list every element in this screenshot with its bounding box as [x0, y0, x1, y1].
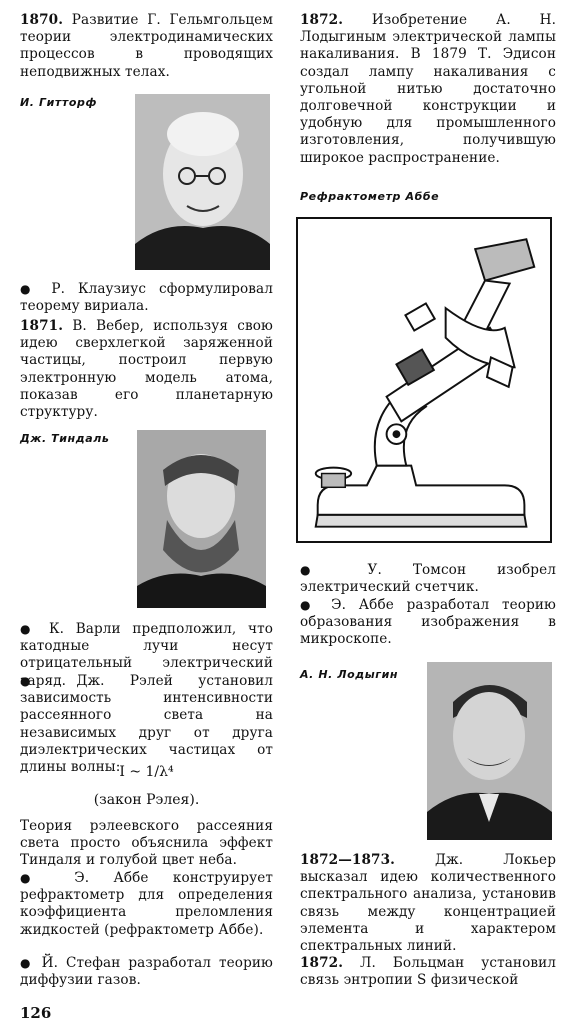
rayleigh-law-label: (закон Рэлея).: [93, 792, 200, 808]
caption-hittorf: И. Гитторф: [20, 96, 98, 109]
entry-text: ● Э. Аббе конструирует рефрактометр для определения коэффициента преломления жидкостей (рефрактометр Аббе).: [20, 870, 273, 938]
entry-text: Л. Больцман установил связь энтропии S физической: [300, 955, 556, 989]
page-number: 126: [20, 1004, 52, 1022]
year-label: 1872.: [300, 955, 344, 971]
caption-tyndall: Дж. Тиндаль: [20, 432, 110, 445]
entry-1872-lodygin: [300, 12, 556, 167]
portrait-hittorf: [135, 94, 270, 270]
entry-clausius: [20, 281, 273, 315]
entry-text: ● К. Варли предположил, что катодные лучи несут отрицательный электрический заряд.: [20, 621, 273, 689]
year-label: 1870.: [20, 12, 64, 28]
entry-text: В. Вебер, используя свою идею сверхлегкой заряженной частицы, построил первую электронную модель атома, показав его планетарную структуру.: [20, 318, 273, 421]
entry-text: ● У. Томсон изобрел электрический счетчик.: [300, 562, 556, 595]
refractometer-illustration: [296, 217, 552, 543]
entry-text: Развитие Г. Гельмгольцем теории электродинамических процессов в проводящих неподвижных телах.: [20, 12, 274, 80]
entry-abbe-theory: [300, 597, 556, 649]
rayleigh-formula: I ~ 1/λ⁴: [119, 764, 174, 780]
entry-rayleigh: [20, 673, 273, 776]
portrait-tyndall: [137, 430, 266, 608]
year-label: 1872—1873.: [300, 852, 395, 868]
entry-abbe-refractometer: [20, 870, 273, 939]
entry-1871: [20, 318, 273, 421]
year-label: 1871.: [20, 318, 64, 334]
entry-text: Дж. Локьер высказал идею количественного спектрального анализа, установив связь между концентрацией элемента и характером спектральных линий.: [300, 852, 557, 955]
entry-1870: [20, 12, 273, 81]
caption-refractometer: Рефрактометр Аббе: [300, 190, 440, 203]
caption-lodygin: А. Н. Лодыгин: [300, 668, 399, 681]
entry-text: ● Дж. Рэлей установил зависимость интенсивности рассеянного света на независимых друг от друга диэлектрических частицах от длины волны:: [20, 673, 273, 775]
entry-text: Теория рэлеевского рассеяния света просто объяснила эффект Тиндаля и голубой цвет неба.: [20, 818, 273, 869]
year-label: 1872.: [300, 12, 344, 28]
entry-text: ● Й. Стефан разработал теорию диффузии газов.: [20, 955, 273, 988]
entry-1872-1873: [300, 852, 556, 955]
entry-1872-boltzmann: [300, 955, 556, 989]
entry-thomson: [300, 562, 556, 596]
refractometer-drawing: [298, 219, 550, 541]
entry-stefan: [20, 955, 273, 989]
entry-text: ● Р. Клаузиус сформулировал теорему вириала.: [20, 281, 273, 314]
entry-text: ● Э. Аббе разработал теорию образования изображения в микроскопе.: [300, 597, 556, 647]
portrait-lodygin: [427, 662, 552, 840]
entry-text: Изобретение А. Н. Лодыгиным электрической лампы накаливания. В 1879 Т. Эдисон создал лампу накаливания с угольной нитью достаточно долговечной конструкции и удобную для промышленного изготовления, получившую широкое распространение.: [300, 12, 557, 166]
entry-rayleigh-theory: [20, 818, 273, 870]
